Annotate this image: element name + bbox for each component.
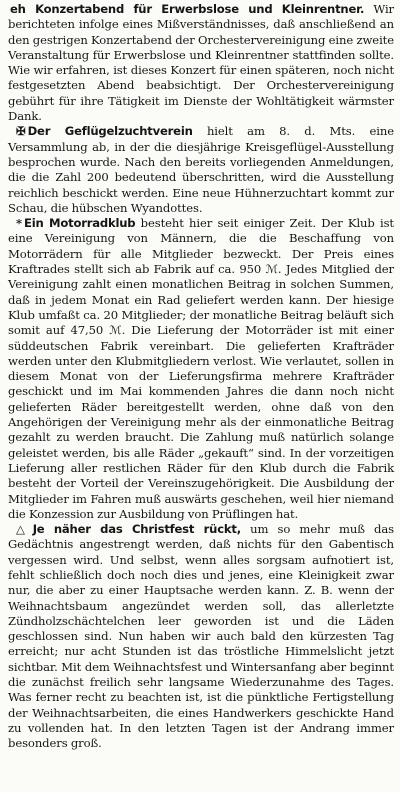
article-concert-evening — [8, 2, 394, 124]
article-body: um so mehr muß das Gedächtnis angestrengt werden, daß nichts für den Gabentisch vergessen wird. Und selbst, wenn alles sorgsam aufnotiert ist, fehlt schließlich doch noch dies und jenes, eine Kleinigkeit zwar nur, die aber zu einer Hauptsache werden kann. Z. B. wenn der Weihnachtsbaum angezündet werden soll, das allerletzte Zündholzschächtelchen leer geworden ist und die Läden geschlossen sind. Nun haben wir auch bald den kürzesten Tag erreicht; nur acht Stunden ist das tröstliche Himmelslicht jetzt sichtbar. Mit dem Weihnachtsfest und Wintersanfang aber beginnt die zunächst freilich sehr langsame Wiederzunahme des Tages. Was ferner recht zu beachten ist, ist die pünktliche Fertigstellung der Weihnachtsarbeiten, die eines Handwerkers geschickte Hand zu vollenden hat. In den letzten Tagen ist der Andrang immer besonders groß. — [8, 522, 394, 751]
article-headline: eh Konzertabend für Erwerbslose und Kleinrentner. — [10, 2, 365, 16]
triangle-ornament-icon: △ — [16, 522, 31, 537]
article-body: Wir berichteten infolge eines Mißverständnisses, daß anschließend an den gestrigen Konzertabend der Orchestervereinigung eine zweite Veranstaltung für Erwerbslose und Kleinrentner stattfinden sollte. Wie wir erfahren, ist dieses Konzert für einen späteren, noch nicht festgesetzten Abend beabsichtigt. Der Orchestervereinigung gebührt für ihre Tätigkeit im Dienste der Wohltätigkeit wärmster Dank. — [8, 2, 394, 124]
article-christmas — [8, 522, 394, 751]
article-headline: Ein Motorradklub — [23, 216, 136, 231]
article-headline: Je näher das Christfest rückt, — [32, 522, 241, 537]
cross-ornament-icon: ✠ — [16, 124, 26, 139]
asterisk-ornament-icon: * — [16, 216, 22, 231]
article-body: hielt am 8. d. Mts. eine Versammlung ab, in der die diesjährige Kreisgeflügel-Ausstellung besprochen wurde. Nach den bereits vorliegenden Anmeldungen, die die Zahl 200 bedeutend überschritten, wird die Ausstellung reichlich beschickt werden. Eine neue Hühnerzuchtart kommt zur Schau, die hübschen Wyandottes. — [8, 124, 394, 215]
article-headline: Der Geflügelzuchtverein — [27, 124, 193, 139]
article-motorcycle-club — [8, 216, 394, 522]
article-body: besteht hier seit einiger Zeit. Der Klub ist eine Vereinigung von Männern, die die Beschaffung von Motorrädern für alle Mitglieder bezweckt. Der Preis eines Kraftrades stellt sich ab Fabrik auf ca. 950 ℳ. Jedes Mitglied der Vereinigung zahlt einen monatlichen Beitrag in solchen Summen, daß in jedem Monat ein Rad geliefert werden kann. Der hiesige Klub umfaßt ca. 20 Mitglieder; der monatliche Beitrag beläuft sich somit auf 47,50 ℳ. Die Lieferung der Motorräder ist mit einer süddeutschen Fabrik vereinbart. Die gelieferten Krafträder werden unter den Klubmitgliedern verlost. Wie verlautet, sollen in diesem Monat von der Lieferungsfirma mehrere Krafträder geschickt und im Mai kommenden Jahres die dann noch nicht gelieferten Räder bereitgestellt werden, ohne daß von den Angehörigen der Vereinigung mehr als der einmonatliche Beitrag gezahlt zu werden braucht. Die Zahlung muß natürlich solange geleistet werden, bis alle Räder „gekauft“ sind. In der vorzeitigen Lieferung aller restlichen Räder für den Klub durch die Fabrik besteht der Vorteil der Vereinszugehörigkeit. Die Ausbildung der Mitglieder im Fahren muß auswärts geschehen, weil hier niemand die Konzession zur Ausbildung von Prüflingen hat. — [8, 216, 394, 521]
article-poultry-club — [8, 124, 394, 216]
